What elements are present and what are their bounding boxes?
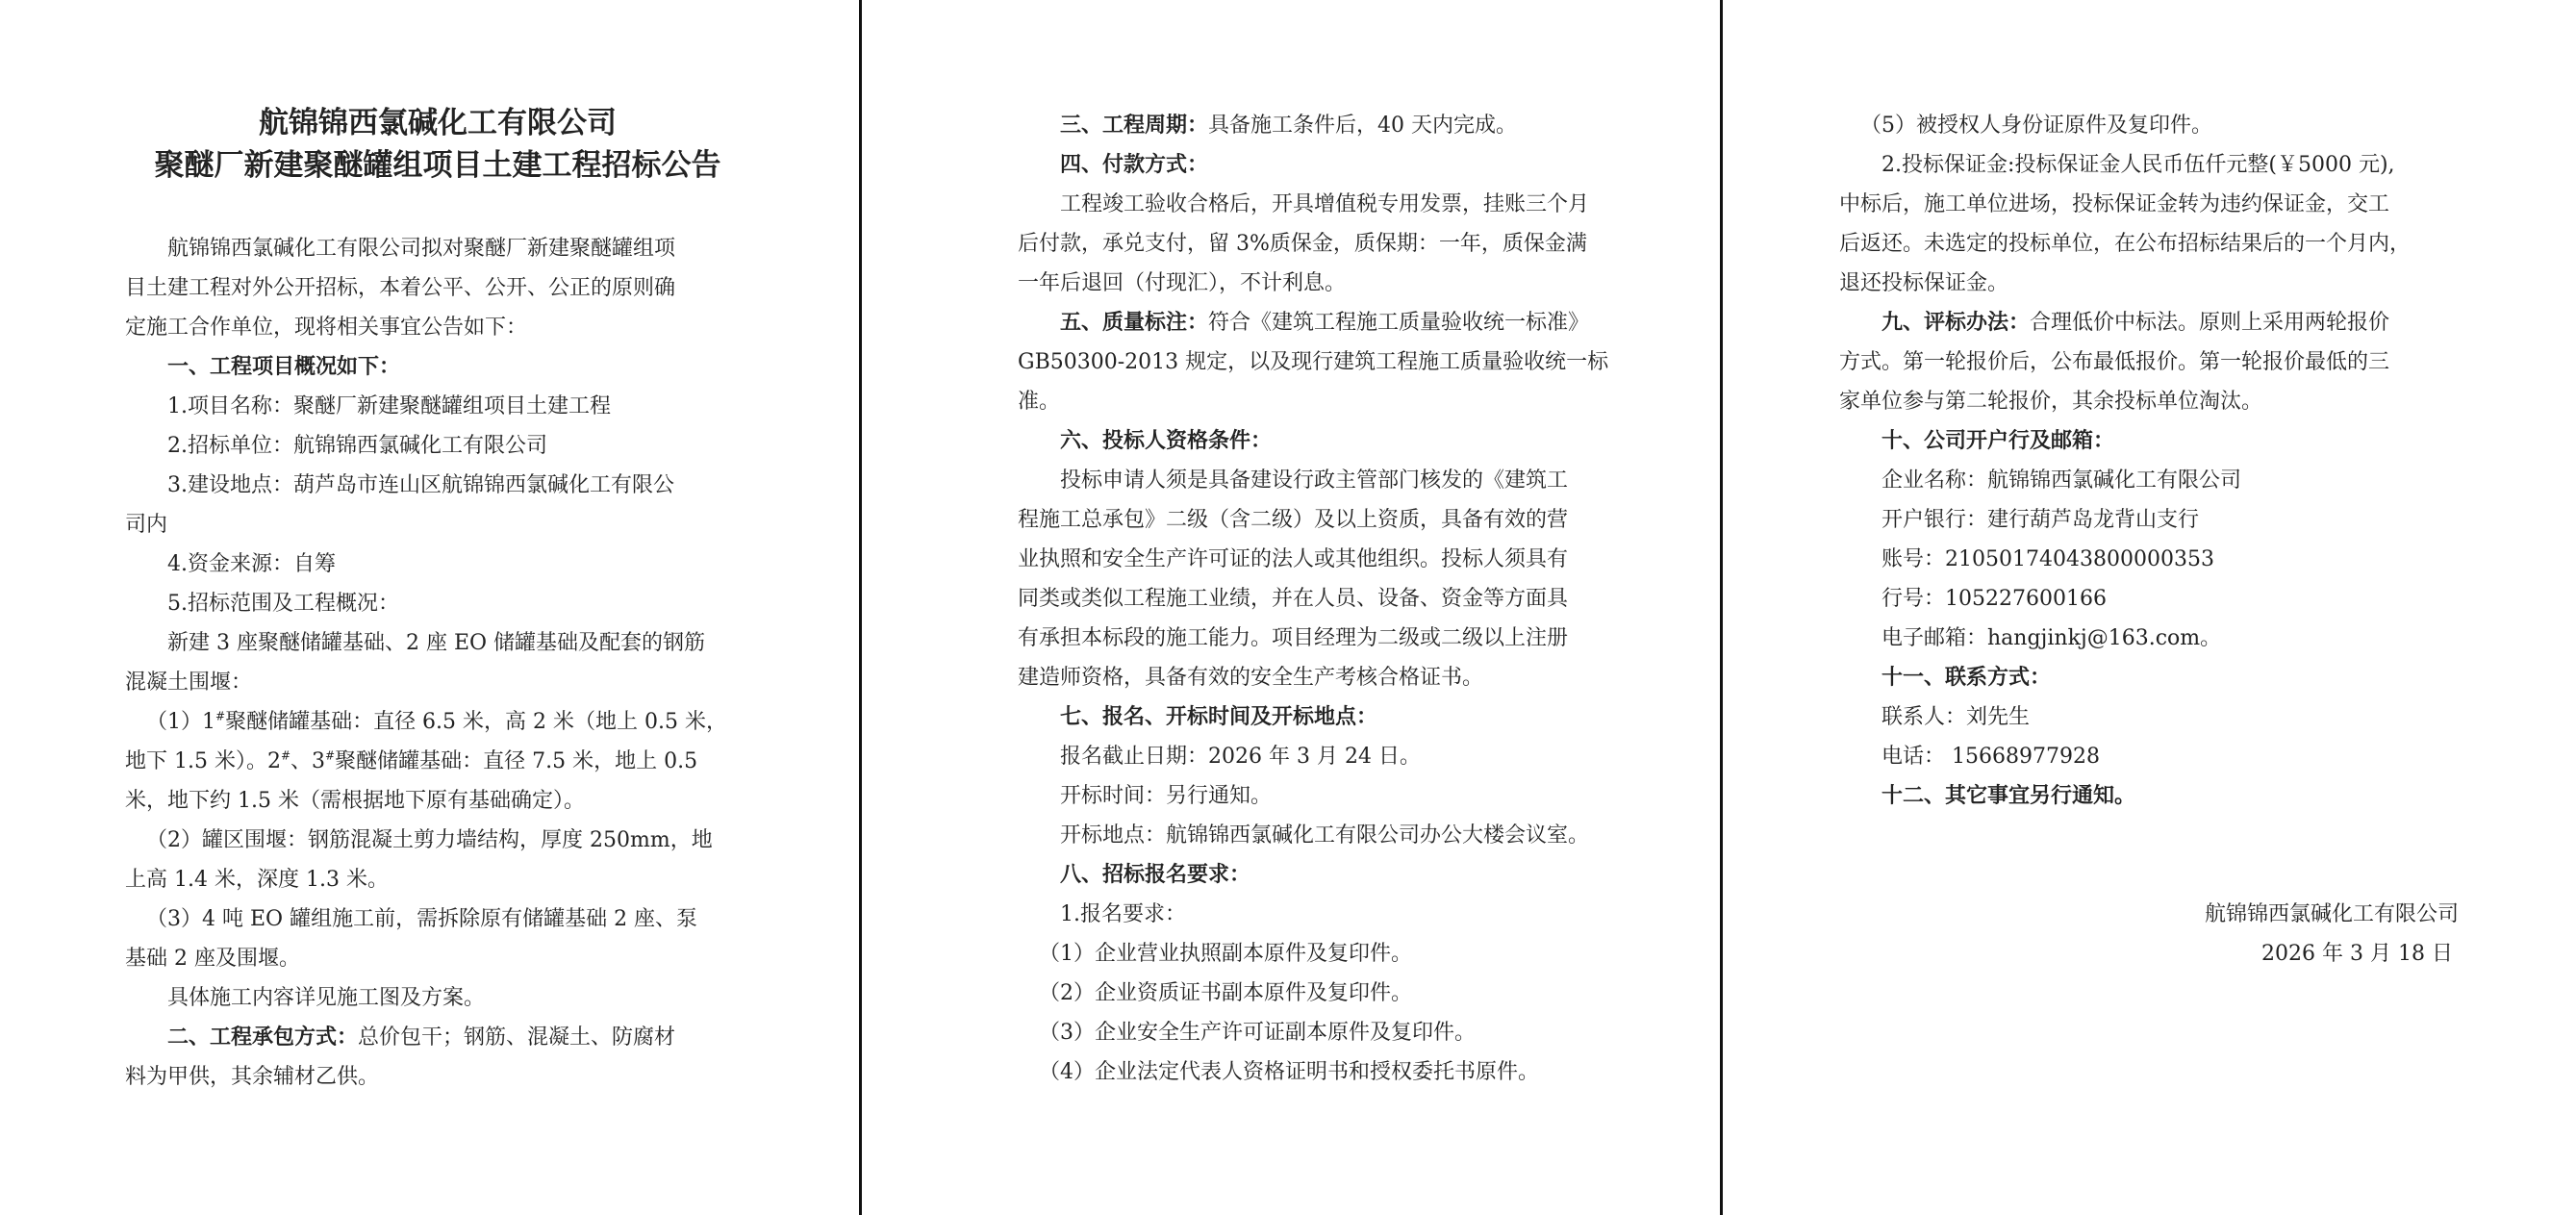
bid-opening-place: 开标地点：航锦锦西氯碱化工有限公司办公大楼会议室。 — [1060, 823, 1590, 848]
scope-item-2: （2）罐区围堰：钢筋混凝土剪力墙结构，厚度 250mm，地 — [146, 828, 713, 852]
column-divider-left — [859, 0, 862, 1215]
section-12-heading: 十二、其它事宜另行通知。 — [1881, 783, 2136, 808]
registration-requirements: 1.报名要求： — [1060, 902, 1186, 926]
project-name: 1.项目名称：聚醚厂新建聚醚罐组项目土建工程 — [167, 394, 611, 418]
bank-name: 开户银行：建行葫芦岛龙背山支行 — [1881, 508, 2200, 532]
bid-deposit: 2.投标保证金:投标保证金人民币伍仟元整(￥5000 元), — [1881, 153, 2395, 177]
section-2-heading: 二、工程承包方式： — [167, 1025, 359, 1050]
email: 电子邮箱：hangjinkj@163.com。 — [1881, 626, 2222, 650]
scope-item-1-cont: 地下 1.5 米）。2#、3#聚醚储罐基础：直径 7.5 米，地上 0.5 — [125, 748, 698, 773]
requirement-item: （5）被授权人身份证原件及复印件。 — [1860, 114, 2212, 138]
company-name: 企业名称：航锦锦西氯碱化工有限公司 — [1881, 468, 2242, 493]
requirement-item: （3）企业安全生产许可证副本原件及复印件。 — [1039, 1021, 1476, 1045]
intro-line: 航锦锦西氯碱化工有限公司拟对聚醚厂新建聚醚罐组项 — [167, 237, 676, 261]
qualification-text: 投标申请人须是具备建设行政主管部门核发的《建筑工 — [1060, 468, 1569, 493]
qualification-text-cont: 同类或类似工程施工业绩，并在人员、设备、资金等方面具 — [1018, 587, 1569, 611]
document-page-2 — [1018, 0, 1614, 1215]
section-4-heading: 四、付款方式： — [1060, 152, 1209, 177]
section-9: 九、评标办法：合理低价中标法。原则上采用两轮报价 — [1881, 310, 2390, 335]
section-7-heading: 七、报名、开标时间及开标地点： — [1060, 704, 1378, 729]
column-divider-right — [1720, 0, 1723, 1215]
document-title-project: 聚醚厂新建聚醚罐组项目土建工程招标公告 — [154, 148, 721, 183]
section-9-cont: 方式。第一轮报价后，公布最低报价。第一轮报价最低的三 — [1839, 350, 2390, 374]
construction-site-cont: 司内 — [125, 513, 168, 537]
requirement-item: （4）企业法定代表人资格证明书和授权委托书原件。 — [1039, 1060, 1539, 1084]
scope-heading: 5.招标范围及工程概况： — [167, 592, 399, 616]
section-5-cont: 准。 — [1018, 390, 1061, 414]
registration-deadline: 报名截止日期：2026 年 3 月 24 日。 — [1060, 745, 1421, 769]
section-5-cont: GB50300-2013 规定，以及现行建筑工程施工质量验收统一标 — [1018, 350, 1609, 374]
contact-person: 联系人：刘先生 — [1881, 705, 2031, 729]
bank-number: 行号：105227600166 — [1881, 587, 2107, 611]
tender-unit: 2.招标单位：航锦锦西氯碱化工有限公司 — [167, 434, 547, 458]
bid-deposit-cont: 中标后，施工单位进场，投标保证金转为违约保证金，交工 — [1839, 192, 2390, 216]
payment-text: 工程竣工验收合格后，开具增值税专用发票，挂账三个月 — [1060, 192, 1590, 216]
section-2-cont: 料为甲供，其余辅材乙供。 — [125, 1065, 380, 1089]
document-title-company: 航锦锦西氯碱化工有限公司 — [259, 106, 617, 140]
detail-note: 具体施工内容详见施工图及方案。 — [167, 986, 486, 1010]
phone-number: 电话： 15668977928 — [1881, 745, 2100, 769]
signature-date: 2026 年 3 月 18 日 — [2261, 942, 2453, 966]
section-9-heading: 九、评标办法： — [1881, 310, 2031, 335]
section-5-heading: 五、质量标注： — [1060, 310, 1209, 335]
scope-item-2-cont: 上高 1.4 米，深度 1.3 米。 — [125, 868, 389, 892]
section-2: 二、工程承包方式：总价包干；钢筋、混凝土、防腐材 — [167, 1025, 676, 1050]
payment-text-cont: 后付款，承兑支付，留 3%质保金，质保期：一年，质保金满 — [1018, 232, 1587, 256]
section-3: 三、工程周期：具备施工条件后，40 天内完成。 — [1060, 113, 1518, 138]
scope-item-1: （1）1#聚醚储罐基础：直径 6.5 米，高 2 米（地上 0.5 米， — [146, 709, 727, 734]
signature-company: 航锦锦西氯碱化工有限公司 — [2204, 902, 2459, 926]
section-6-heading: 六、投标人资格条件： — [1060, 428, 1273, 453]
section-1-heading: 一、工程项目概况如下： — [167, 354, 401, 379]
construction-site: 3.建设地点：葫芦岛市连山区航锦锦西氯碱化工有限公 — [167, 473, 674, 497]
requirement-item: （2）企业资质证书副本原件及复印件。 — [1039, 981, 1412, 1005]
scope-item-3-cont: 基础 2 座及围堰。 — [125, 947, 300, 971]
section-5: 五、质量标注：符合《建筑工程施工质量验收统一标准》 — [1060, 310, 1590, 335]
account-number: 账号：21050174043800000353 — [1881, 547, 2214, 571]
qualification-text-cont: 建造师资格，具备有效的安全生产考核合格证书。 — [1018, 666, 1484, 690]
bid-opening-time: 开标时间：另行通知。 — [1060, 784, 1273, 808]
qualification-text-cont: 业执照和安全生产许可证的法人或其他组织。投标人须具有 — [1018, 547, 1569, 571]
document-page-3 — [1839, 0, 2459, 1215]
document-page-1 — [125, 0, 750, 1215]
intro-line: 目土建工程对外公开招标，本着公平、公开、公正的原则确 — [125, 276, 676, 300]
section-10-heading: 十、公司开户行及邮箱： — [1881, 428, 2115, 453]
bid-deposit-cont: 退还投标保证金。 — [1839, 271, 2009, 295]
section-3-heading: 三、工程周期： — [1060, 113, 1209, 138]
scope-text-cont: 混凝土围堰： — [125, 671, 253, 695]
section-9-cont: 家单位参与第二轮报价，其余投标单位淘汰。 — [1839, 390, 2263, 414]
bid-deposit-cont: 后返还。未选定的投标单位，在公布招标结果后的一个月内， — [1839, 232, 2412, 256]
section-11-heading: 十一、联系方式： — [1881, 665, 2052, 690]
scope-item-1-cont: 米，地下约 1.5 米（需根据地下原有基础确定）。 — [125, 789, 585, 813]
fund-source: 4.资金来源：自筹 — [167, 552, 336, 576]
section-8-heading: 八、招标报名要求： — [1060, 862, 1251, 887]
qualification-text-cont: 程施工总承包》二级（含二级）及以上资质，具备有效的营 — [1018, 508, 1569, 532]
scope-item-3: （3）4 吨 EO 罐组施工前，需拆除原有储罐基础 2 座、泵 — [146, 907, 698, 931]
scope-text: 新建 3 座聚醚储罐基础、2 座 EO 储罐基础及配套的钢筋 — [167, 631, 706, 655]
qualification-text-cont: 有承担本标段的施工能力。项目经理为二级或二级以上注册 — [1018, 626, 1569, 650]
requirement-item: （1）企业营业执照副本原件及复印件。 — [1039, 942, 1412, 966]
intro-line: 定施工合作单位，现将相关事宜公告如下： — [125, 316, 528, 340]
payment-text-cont: 一年后退回（付现汇），不计利息。 — [1018, 271, 1347, 295]
